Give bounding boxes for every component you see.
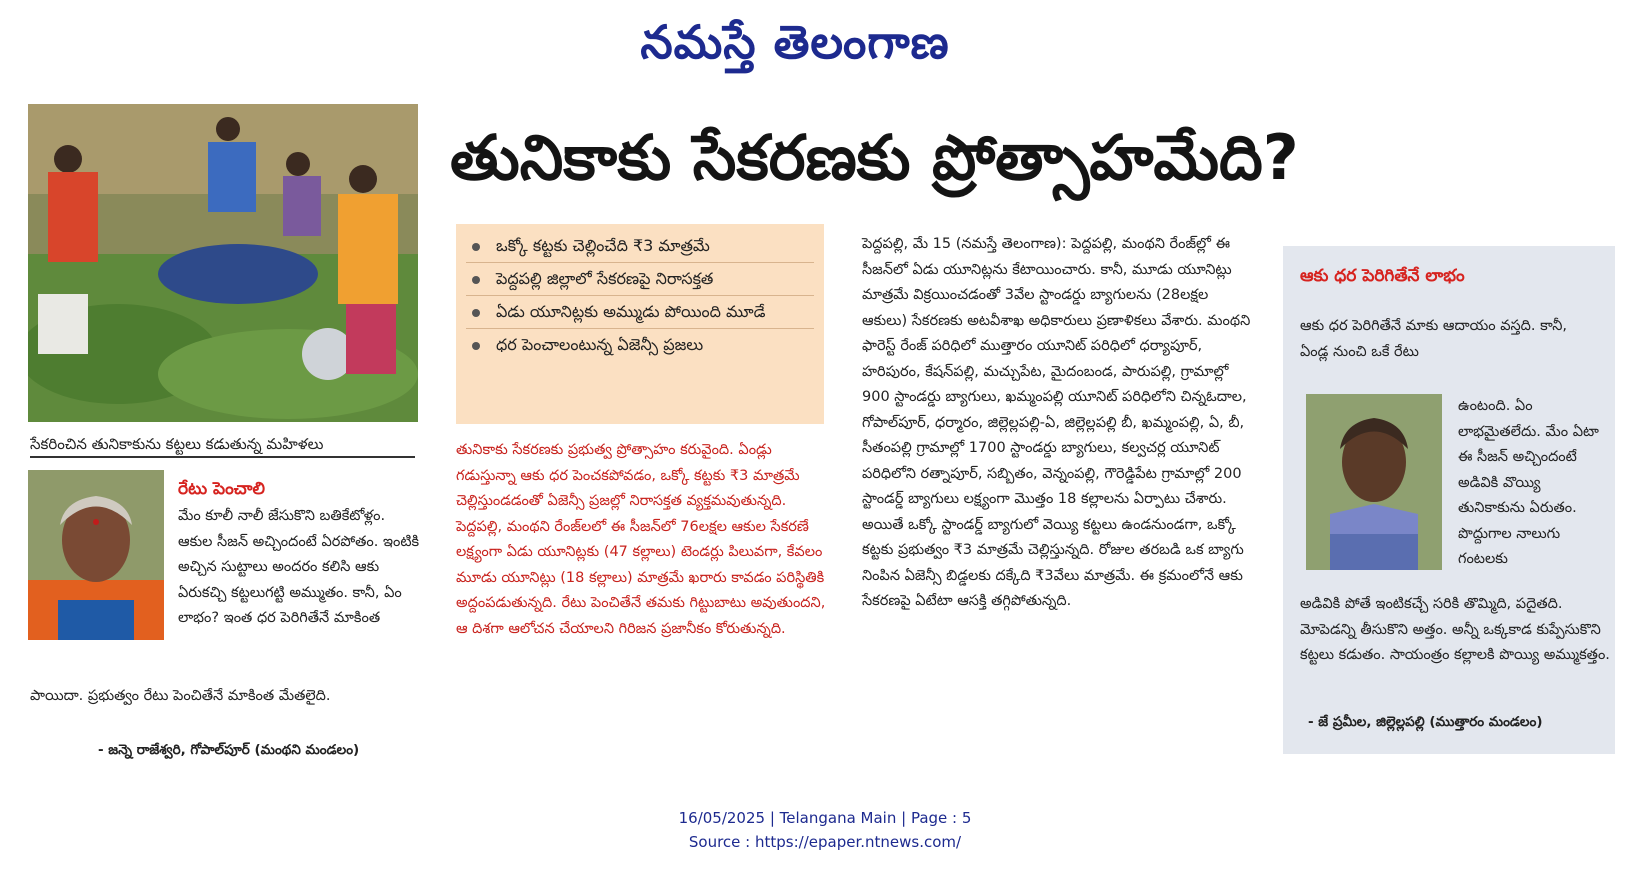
highlight-item: ధర పెంచాలంటున్న ఏజెన్సీ ప్రజలు	[466, 329, 814, 361]
footer-date-page: 16/05/2025 | Telangana Main | Page : 5	[678, 809, 972, 827]
footer-source: Source : https://epaper.ntnews.com/	[688, 833, 962, 851]
footer	[560, 806, 1090, 854]
farmer-quote-text: మేం కూలీ నాలీ జేసుకొని బతికేటోళ్లం. ఆకుల సీజన్ అచ్చిందంటే ఏరపోతం. ఇంటికి అచ్చిన సుట్టాలు అందరం కలిసి ఆకు ఏరుకచ్చి కట్టలుగట్టి అమ్ముతం. కానీ, ఏం లాభం? ఇంత ధర పెరిగితేనే మాకింత	[178, 508, 420, 626]
quote-sidebar-text-wrapped: ఉంటంది. ఏం లాభమైతలేదు. మేం ఏటా ఈ సీజన్ అచ్చిందంటే అడివికి వొయ్యి తునికాకును ఏరుతం. పొద్దుగాల నాలుగు గంటలకు	[1458, 398, 1599, 567]
quote-sidebar-text: ఆకు ధర పెరిగితేనే మాకు ఆదాయం వస్తది. కానీ, ఏండ్ల నుంచి ఒకే రేటు	[1300, 318, 1568, 360]
main-photo	[28, 104, 418, 422]
article-body: పెద్దపల్లి, మే 15 (నమస్తే తెలంగాణ): పెద్దపల్లి, మంథని రేంజ్‌ల్లో ఈ సీజన్‌లో ఏడు యూనిట్లను కేటాయించారు. కానీ, మూడు యూనిట్లు మాత్రమే విక్రయించడంతో 3వేల స్టాండర్డు బ్యాగులను (28లక్షల ఆకులు) సేకరణకు అటవీశాఖ అధికారులు ప్రణాళికలు వేశారు. మంథని ఫారెస్ట్ రేంజ్ పరిధిలో ముత్తారం యూనిట్ పరిధిలో ధర్యాపూర్, హరిపురం, కేషన్‌పల్లి, మచ్చుపేట, మైదంబండ, పారుపల్లి, గ్రామాల్లో 900 స్టాండర్డు బ్యాగులు, ఖమ్మంపల్లి యూనిట్ పరిధిలోని చిన్నఓదాల, గోపాల్‌పూర్, ధర్మారం, జిల్లెల్లపల్లి-ఏ, జిల్లెల్లపల్లి బీ, ఖమ్మంపల్లి, ఏ, బీ, సీతంపల్లి గ్రామాల్లో 1700 స్టాండర్డు బ్యాగులు, కల్వచర్ల యూనిట్ పరిధిలోని రత్నాపూర్, సబ్బితం, వెన్నంపల్లి, గౌరెడ్డిపేట గ్రామాల్లో 200 స్టాండర్డ్ బ్యాగులు లక్ష్యంగా మొత్తం 18 కల్లాలను ఏర్పాటు చేశారు. అయితే ఒక్కో స్టాండర్డ్ బ్యాగులో వెయ్యి కట్టలు ఉండనుండగా, ఒక్కో కట్టకు ప్రభుత్వం ₹3 మాత్రమే చెల్లిస్తున్నది. రోజుల తరబడి ఒక బ్యాగు నింపిన ఏజెన్సీ బిడ్డలకు దక్కేది ₹3వేలు మాత్రమే. ఈ క్రమంలోనే ఆకు సేకరణపై ఏటేటా ఆసక్తి తగ్గిపోతున్నది.	[862, 236, 1251, 609]
intro-paragraph: తునికాకు సేకరణకు ప్రభుత్వ ప్రోత్సాహం కరువైంది. ఏండ్లు గడుస్తున్నా ఆకు ధర పెంచకపోవడం, ఒక్కో కట్టకు ₹3 మాత్రమే చెల్లిస్తుండడంతో ఏజెన్సీ ప్రజల్లో నిరాసక్తత వ్యక్తమవుతున్నది. పెద్దపల్లి, మంథని రేంజ్‌లలో ఈ సీజన్‌లో 76లక్షల ఆకుల సేకరణే లక్ష్యంగా ఏడు యూనిట్లకు (47 కల్లాలు) టెండర్లు పిలువగా, కేవలం మూడు యూనిట్లు (18 కల్లాలు) మాత్రమే ఖరారు కావడం పరిస్థితికి అద్దంపడుతున్నది. రేటు పెంచితేనే తమకు గిట్టుబాటు అవుతుందని, ఆ దిశగా ఆలోచన చేయాలని గిరిజన ప్రజానీకం కోరుతున్నది.	[456, 442, 826, 637]
highlight-item: ఏడు యూనిట్లకు అమ్ముడు పోయింది మూడే	[466, 296, 814, 329]
farmer-quote-text-continued: పాయిదా. ప్రభుత్వం రేటు పెంచితేనే మాకింత మేతలైది.	[30, 688, 331, 704]
masthead-logo: నమస్తే తెలంగాణ	[640, 15, 950, 69]
farmer-portrait	[28, 470, 164, 640]
photo-caption: సేకరించిన తునికాకును కట్టలు కడుతున్న మహిళలు	[30, 432, 415, 458]
quote-attribution: - జే ప్రమీల, జిల్లెల్లపల్లి (ముత్తారం మండలం)	[1308, 714, 1543, 730]
headline: తునికాకు సేకరణకు ప్రోత్సాహమేది?	[450, 121, 1299, 194]
farmer-attribution: - జన్నె రాజేశ్వరి, గోపాల్‌పూర్ (మంథని మండలం)	[98, 742, 360, 758]
quote-portrait	[1306, 394, 1442, 570]
highlights-box	[456, 224, 824, 424]
highlight-item: ఒక్కో కట్టకు చెల్లించేది ₹3 మాత్రమే	[466, 230, 814, 263]
farmer-box-title: రేటు పెంచాలి	[178, 479, 265, 499]
highlight-item: పెద్దపల్లి జిల్లాలో సేకరణపై నిరాసక్తత	[466, 263, 814, 296]
quote-sidebar-text-continued: అడివికి పోతే ఇంటికచ్చే సరికి తొమ్మిది, పదైతది. మోపెడన్ని తీసుకొని అత్తం. అన్నీ ఒక్కకాడ కుప్పేసుకొని కట్టలు కడుతం. సాయంత్రం కల్లాలకి పొయ్యి అమ్ముకత్తం.	[1300, 596, 1610, 663]
quote-sidebar-title: ఆకు ధర పెరిగితేనే లాభం	[1300, 266, 1465, 286]
